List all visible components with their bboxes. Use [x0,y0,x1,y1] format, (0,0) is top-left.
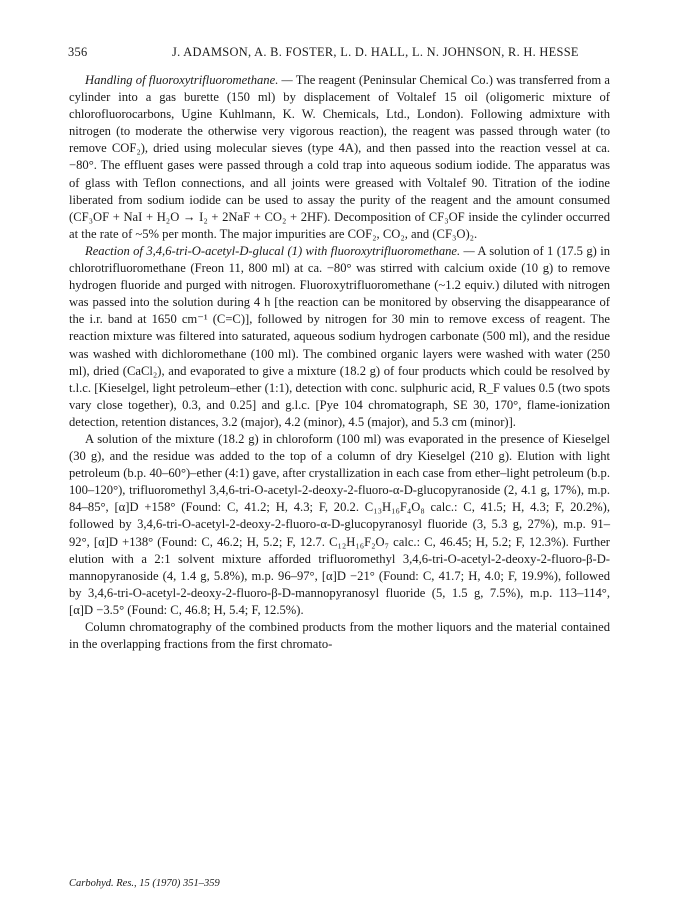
article-body [69,72,610,653]
page-number: 356 [68,45,88,59]
section-heading-glucal-reaction: Reaction of 3,4,6-tri-O-acetyl-D-glucal (1) with fluoroxytrifluoromethane. — [85,243,475,258]
running-title-authors: J. ADAMSON, A. B. FOSTER, L. D. HALL, L. N. JOHNSON, R. H. HESSE [172,45,579,59]
paragraph-reagent-handling [69,72,610,243]
journal-citation-footer: Carbohyd. Res., 15 (1970) 351–359 [69,878,220,889]
section-heading-reagent-handling: Handling of fluoroxytrifluoromethane. — [85,73,293,87]
running-header [68,45,610,61]
paragraph-column-chromatography [69,619,610,653]
paragraph-text: A solution of the mixture (18.2 g) in chloroform (100 ml) was evaporated in the presence of Kieselgel (30 g), and the residue was added to the top of a column of dry Kieselgel (210 g). Elution with light petroleum (b.p. 40–60°)–ether (4:1) gave, after crystallization in each case from ether–light petroleum (b.p. 100–120°), trifluoromethyl 3,4,6-tri-O-acetyl-2-deoxy-2-fluoro-α-D-glucopyranoside (2, 4.1 g, 17%), m.p. 84–85°, [α]D +158° (Found: C, 41.2; H, 4.3; F, 20.2. C₁₃H₁₆F₄O₈ calc.: C, 41.5; H, 4.3; F, 20.2%), followed by 3,4,6-tri-O-acetyl-2-deoxy-2-fluoro-α-D-glucopyranosyl fluoride (3, 5.3 g, 27%), m.p. 91–92°, [α]D +138° (Found: C, 46.2; H, 5.2; F, 12.7. C₁₂H₁₆F₂O₇ calc.: C, 46.45; H, 5.2; F, 12.3%). Further elution with a 2:1 solvent mixture afforded trifluoromethyl 3,4,6-tri-O-acetyl-2-deoxy-2-fluoro-β-D-mannopyranoside (4, 1.4 g, 5.8%), m.p. 96–97°, [α]D −21° (Found: C, 41.7; H, 4.0; F, 19.9%), followed by 3,4,6-tri-O-acetyl-2-deoxy-2-fluoro-β-D-mannopyranosyl fluoride (5, 1.5 g, 7.5%), m.p. 113–114°, [α]D −3.5° (Found: C, 46.8; H, 5.4; F, 12.5%). [69,431,610,617]
paragraph-text: The reagent (Peninsular Chemical Co.) was transferred from a cylinder into a gas burette (150 ml) by displacement of Voltalef 15 oil (oligomeric mixture of chlorofluorocarbons, Ugine Kuhlmann, K. W. Chemicals, Ltd., London). Following admixture with nitrogen (to moderate the otherwise very vigorous reaction), the reagent was passed through water (to remove COF₂), dried using molecular sieves (type 4A), and then passed into the reaction vessel at ca. −80°. The effluent gases were passed through a cold trap into aqueous sodium iodide. The apparatus was of glass with Teflon connections, and all joints were greased with Voltalef 90. Titration of the iodine liberated from sodium iodide can be used to assay the purity of the reagent and the amount consumed (CF₃OF + NaI + H₂O → I₂ + 2NaF + CO₂ + 2HF). Decomposition of CF₃OF inside the cylinder occurred at the rate of ~5% per month. The major impurities are COF₂, CO₂, and (CF₃O)₂. [69,73,610,241]
paragraph-text: A solution of 1 (17.5 g) in chlorotrifluoromethane (Freon 11, 800 ml) at ca. −80° was stirred with calcium oxide (10 g) to remove hydrogen fluoride and purged with nitrogen. Fluoroxytrifluoromethane (~1.2 equiv.) diluted with nitrogen was passed into the solution during 4 h [the reaction can be monitored by observing the disappearance of the i.r. band at 1650 cm⁻¹ (C=C)], followed by nitrogen for 30 min to remove excess of reagent. The reaction mixture was filtered into saturated, aqueous sodium hydrogen carbonate (500 ml), and the residue was washed with dichloromethane (100 ml). The combined organic layers were washed with water (250 ml), dried (CaCl₂), and evaporated to give a mixture (18.2 g) of four products which could be resolved by t.l.c. [Kieselgel, light petroleum–ether (1:1), detection with conc. sulphuric acid, R_F values 0.5 (two spots vary close together), 0.3, and 0.25] and g.l.c. [Pye 104 chromatograph, SE 30, 170°, flame-ionization detection, retention distances, 3.2 (major), 4.2 (minor), 4.5 (major), and 5.3 cm (minor)]. [69,243,610,429]
paragraph-column-elution [69,431,610,619]
paragraph-glucal-reaction [69,243,610,431]
paragraph-text: Column chromatography of the combined products from the mother liquors and the material contained in the overlapping fractions from the first chromato- [69,620,610,652]
